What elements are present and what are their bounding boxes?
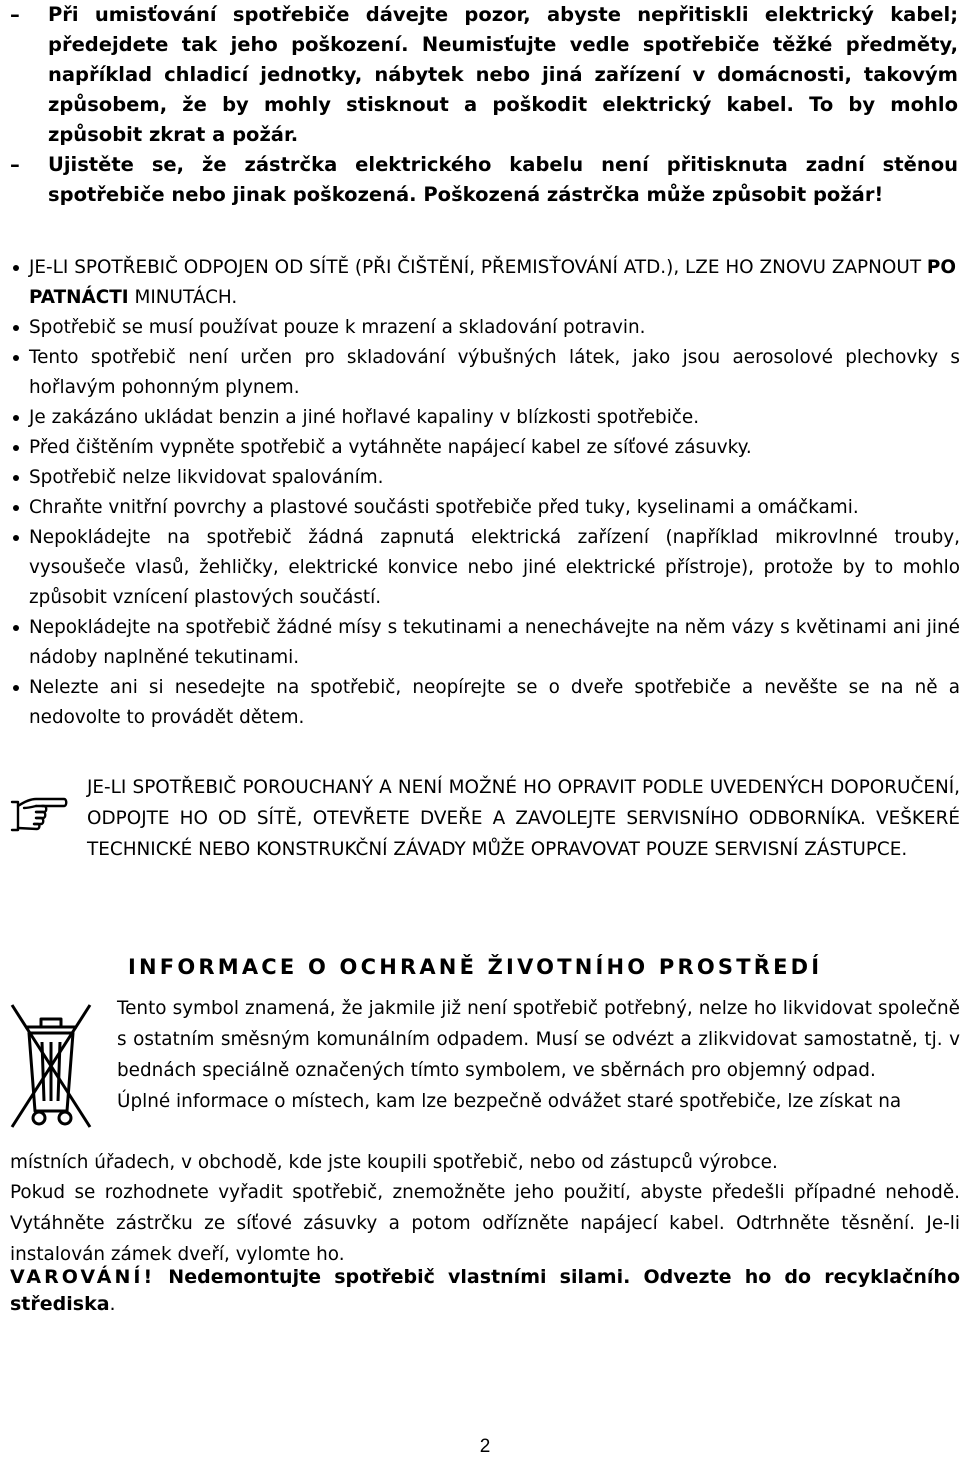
list-item xyxy=(10,463,960,493)
list-item xyxy=(10,0,958,150)
dash-marker: – xyxy=(10,3,20,26)
list-item xyxy=(10,253,960,313)
service-note-text: JE-LI SPOTŘEBIČ POROUCHANÝ A NENÍ MOŽNÉ HO OPRAVIT PODLE UVEDENÝCH DOPORUČENÍ, ODPOJTE HO OD SÍTĚ, OTEVŘETE DVEŘE A ZAVOLEJTE SERVISNÍHO ODBORNÍKA. VEŠKERÉ TECHNICKÉ NEBO KONSTRUKČNÍ ZÁVADY MŮŽE OPRAVOVAT POUZE SERVISNÍ ZÁSTUPCE. xyxy=(87,777,960,860)
page-number: 2 xyxy=(479,1436,491,1457)
bullet-marker xyxy=(10,343,29,403)
warning-end: . xyxy=(109,1293,116,1315)
list-item-text: Před čištěním vypněte spotřebič a vytáhněte napájecí kabel ze síťové zásuvky. xyxy=(29,437,752,458)
list-item-text: Tento spotřebič není určen pro skladování výbušných látek, jako jsou aerosolové plechovky s hořlavým pohonným plynem. xyxy=(29,347,960,398)
cable-warnings xyxy=(10,0,958,210)
list-item-text: Spotřebič nelze likvidovat spalováním. xyxy=(29,467,384,488)
bullet-marker xyxy=(10,493,29,523)
crossed-out-bin-icon xyxy=(8,997,94,1131)
list-item xyxy=(10,343,960,403)
list-item-text: Nepokládejte na spotřebič žádná zapnutá elektrická zařízení (například mikrovlnné trouby, vysoušeče vlasů, žehličky, elektrické konvice nebo jiné elektrické přístroje), protože by to mohlo způsobit vznícení plastových součástí. xyxy=(29,527,960,608)
pointing-hand-icon xyxy=(10,794,68,834)
list-item xyxy=(10,613,960,673)
bullet-marker xyxy=(10,433,29,463)
warning-label: VAROVÁNÍ! xyxy=(10,1266,156,1288)
list-item-text: Nelezte ani si nesedejte na spotřebič, neopírejte se o dveře spotřebiče a nevěšte se na ně a nedovolte to provádět dětem. xyxy=(29,677,960,728)
disposal-warning xyxy=(10,1264,960,1318)
list-item xyxy=(10,313,960,343)
list-item xyxy=(10,523,960,613)
paragraph: místních úřadech, v obchodě, kde jste koupili spotřebič, nebo od zástupců výrobce. xyxy=(10,1152,778,1173)
dash-marker: – xyxy=(10,153,20,176)
list-item-text xyxy=(29,253,960,313)
text-segment: MINUTÁCH. xyxy=(128,287,238,308)
section-title: INFORMACE O OCHRANĚ ŽIVOTNÍHO PROSTŘEDÍ xyxy=(128,955,823,979)
text-segment: JE-LI SPOTŘEBIČ ODPOJEN OD SÍTĚ (PŘI ČIŠTĚNÍ, PŘEMISŤOVÁNÍ ATD.), LZE HO ZNOVU ZAPNOUT xyxy=(29,257,927,278)
safety-bullets xyxy=(10,253,960,733)
bullet-marker xyxy=(10,313,29,343)
bullet-marker xyxy=(10,463,29,493)
list-item xyxy=(10,433,960,463)
list-item xyxy=(10,150,958,210)
list-item-text: Nepokládejte na spotřebič žádné mísy s tekutinami a nenechávejte na něm vázy s květinami ani jiné nádoby naplněné tekutinami. xyxy=(29,617,960,668)
list-item xyxy=(10,673,960,733)
bullet-marker xyxy=(10,613,29,673)
emphasis: PO PATNÁCTI xyxy=(29,257,957,308)
warning-text: Nedemontujte spotřebič vlastními silami. Odvezte ho do recyklačního střediska xyxy=(10,1266,960,1315)
list-item-text: Při umisťování spotřebiče dávejte pozor, abyste nepřitiskli elektrický kabel; předejdete tak jeho poškození. Neumisťujte vedle spotřebiče těžké předměty, například chladicí jednotky, nábytek nebo jiná zařízení v domácnosti, takovým způsobem, že by mohly stisknout a poškodit elektrický kabel. To by mohlo způsobit zkrat a požár. xyxy=(48,3,958,146)
paragraph: Úplné informace o místech, kam lze bezpečně odvážet staré spotřebiče, lze získat na xyxy=(117,1091,902,1112)
bullet-marker xyxy=(10,673,29,733)
list-item-text: Je zakázáno ukládat benzin a jiné hořlavé kapaliny v blízkosti spotřebiče. xyxy=(29,407,700,428)
list-item-text: Chraňte vnitřní povrchy a plastové součásti spotřebiče před tuky, kyselinami a omáčkami. xyxy=(29,497,859,518)
paragraph: Tento symbol znamená, že jakmile již není spotřebič potřebný, nelze ho likvidovat společně s ostatním směsným komunálním odpadem. Musí se odvézt a zlikvidovat samostatně, tj. v bednách speciálně označených tímto symbolem, ve sběrnách pro objemný odpad. xyxy=(117,998,960,1081)
bullet-marker xyxy=(10,253,29,313)
paragraph: Pokud se rozhodnete vyřadit spotřebič, znemožněte jeho použití, abyste předešli případné nehodě. Vytáhněte zástrčku ze síťové zásuvky a potom odřízněte napájecí kabel. Odtrhněte těsnění. Je-li instalován zámek dveří, vylomte ho. xyxy=(10,1182,960,1265)
list-item xyxy=(10,493,960,523)
list-item-text: Spotřebič se musí používat pouze k mrazení a skladování potravin. xyxy=(29,317,646,338)
list-item xyxy=(10,403,960,433)
bullet-marker xyxy=(10,403,29,433)
disposal-text xyxy=(117,993,960,1117)
list-item-text: Ujistěte se, že zástrčka elektrického kabelu není přitisknuta zadní stěnou spotřebiče nebo jinak poškozená. Poškozená zástrčka může způsobit požár! xyxy=(48,153,958,206)
bullet-marker xyxy=(10,523,29,613)
